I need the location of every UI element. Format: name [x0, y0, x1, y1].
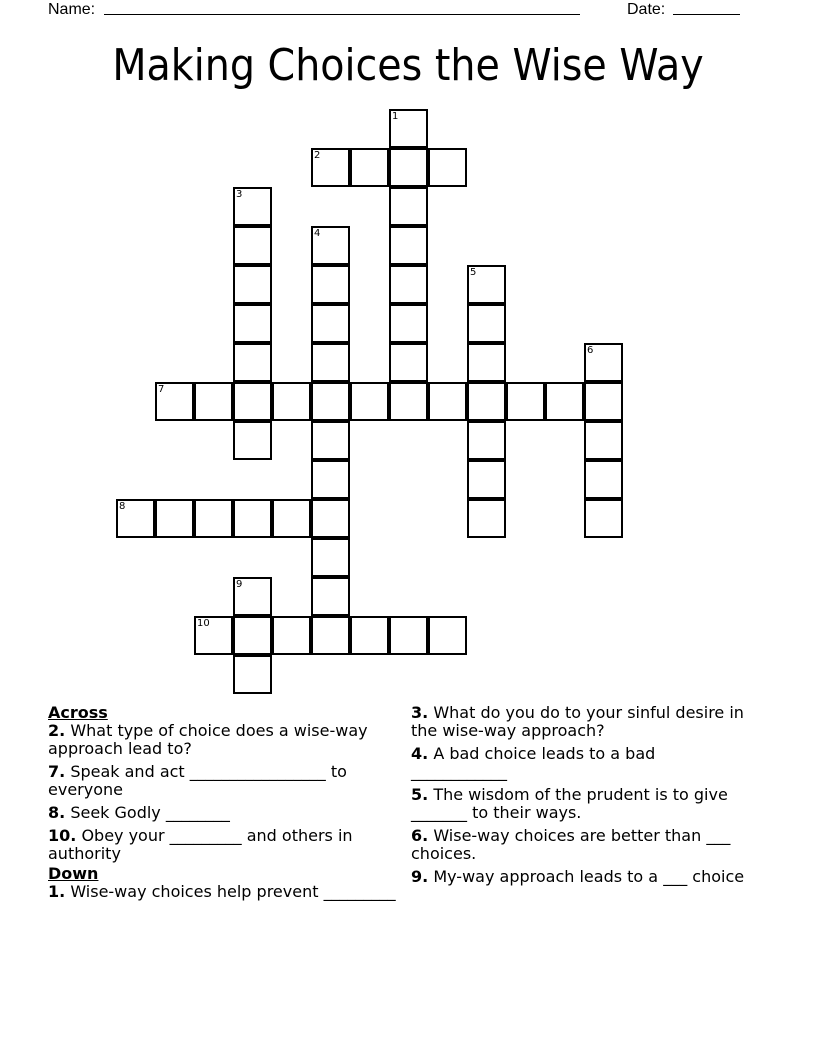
clue-text: What type of choice does a wise-way approach lead to?: [48, 721, 368, 758]
clue-across-2: [48, 722, 400, 758]
clue-number: 4.: [411, 744, 429, 763]
crossword-cell[interactable]: [467, 499, 506, 538]
crossword-cell[interactable]: [350, 148, 389, 187]
clue-number: 7.: [48, 762, 66, 781]
clue-down-4: [411, 745, 746, 781]
crossword-cell[interactable]: [389, 304, 428, 343]
clue-text: What do you do to your sinful desire in the wise-way approach?: [411, 703, 744, 740]
clue-text: Wise-way choices help prevent _________: [70, 882, 396, 901]
clue-down-1: [48, 883, 400, 901]
crossword-cell[interactable]: [467, 343, 506, 382]
crossword-cell[interactable]: [467, 460, 506, 499]
crossword-cell[interactable]: [233, 577, 272, 616]
clue-number-label: 2: [314, 150, 321, 161]
crossword-cell[interactable]: [155, 499, 194, 538]
date-field[interactable]: [673, 0, 740, 15]
clue-text: Wise-way choices are better than ___ choices.: [411, 826, 731, 863]
clue-text: Speak and act _________________ to everyone: [48, 762, 347, 799]
crossword-cell[interactable]: [545, 382, 584, 421]
clue-text: Seek Godly ________: [70, 803, 230, 822]
clue-across-7: [48, 763, 400, 799]
clue-number-label: 4: [314, 228, 321, 239]
crossword-cell[interactable]: [233, 421, 272, 460]
crossword-cell[interactable]: [467, 382, 506, 421]
crossword-cell[interactable]: [506, 382, 545, 421]
clue-text: The wisdom of the prudent is to give _______ to their ways.: [411, 785, 728, 822]
crossword-cell[interactable]: [428, 616, 467, 655]
clue-down-9: [411, 868, 746, 886]
crossword-cell[interactable]: [311, 499, 350, 538]
crossword-cell[interactable]: [194, 616, 233, 655]
clue-across-10: [48, 827, 400, 863]
crossword-cell[interactable]: [311, 577, 350, 616]
clue-number-label: 10: [197, 618, 210, 629]
crossword-cell[interactable]: [428, 382, 467, 421]
clue-down-6: [411, 827, 746, 863]
clue-number: 5.: [411, 785, 429, 804]
crossword-cell[interactable]: [389, 382, 428, 421]
crossword-cell[interactable]: [233, 226, 272, 265]
clue-number-label: 1: [392, 111, 399, 122]
crossword-cell[interactable]: [311, 538, 350, 577]
clue-text: Obey your _________ and others in authority: [48, 826, 353, 863]
crossword-cell[interactable]: [584, 343, 623, 382]
clue-number: 6.: [411, 826, 429, 845]
crossword-cell[interactable]: [233, 499, 272, 538]
crossword-cell[interactable]: [350, 616, 389, 655]
clue-number-label: 3: [236, 189, 243, 200]
name-label: Name:: [48, 1, 96, 18]
date-label: Date:: [627, 1, 666, 18]
clue-text: A bad choice leads to a bad ____________: [411, 744, 656, 781]
clue-number-label: 6: [587, 345, 594, 356]
crossword-cell[interactable]: [389, 226, 428, 265]
clues-right-column: [411, 704, 746, 891]
crossword-cell[interactable]: [584, 460, 623, 499]
clue-down-5: [411, 786, 746, 822]
down-heading: Down: [48, 864, 99, 883]
crossword-cell[interactable]: [584, 382, 623, 421]
crossword-cell[interactable]: [272, 382, 311, 421]
crossword-cell[interactable]: [311, 382, 350, 421]
crossword-cell[interactable]: [233, 304, 272, 343]
crossword-cell[interactable]: [233, 343, 272, 382]
crossword-cell[interactable]: [467, 304, 506, 343]
crossword-cell[interactable]: [389, 616, 428, 655]
clue-across-8: [48, 804, 400, 822]
crossword-cell[interactable]: [584, 499, 623, 538]
crossword-cell[interactable]: [272, 616, 311, 655]
across-heading: Across: [48, 703, 108, 722]
crossword-cell[interactable]: [584, 421, 623, 460]
clue-number: 1.: [48, 882, 66, 901]
crossword-cell[interactable]: [428, 148, 467, 187]
clue-down-3: [411, 704, 746, 740]
crossword-cell[interactable]: [311, 148, 350, 187]
crossword-cell[interactable]: [389, 187, 428, 226]
crossword-cell[interactable]: [233, 187, 272, 226]
clue-number: 10.: [48, 826, 77, 845]
clue-number-label: 5: [470, 267, 477, 278]
clue-number: 2.: [48, 721, 66, 740]
crossword-cell[interactable]: [233, 382, 272, 421]
crossword-cell[interactable]: [389, 109, 428, 148]
crossword-cell[interactable]: [467, 265, 506, 304]
crossword-cell[interactable]: [389, 265, 428, 304]
crossword-cell[interactable]: [467, 421, 506, 460]
crossword-cell[interactable]: [350, 382, 389, 421]
crossword-cell[interactable]: [311, 616, 350, 655]
crossword-cell[interactable]: [311, 421, 350, 460]
crossword-cell[interactable]: [233, 616, 272, 655]
clue-number: 3.: [411, 703, 429, 722]
crossword-cell[interactable]: [155, 382, 194, 421]
crossword-cell[interactable]: [311, 304, 350, 343]
crossword-cell[interactable]: [233, 265, 272, 304]
crossword-cell[interactable]: [272, 499, 311, 538]
crossword-cell[interactable]: [233, 655, 272, 694]
crossword-cell[interactable]: [389, 148, 428, 187]
crossword-cell[interactable]: [311, 343, 350, 382]
crossword-cell[interactable]: [389, 343, 428, 382]
clue-number: 8.: [48, 803, 66, 822]
crossword-cell[interactable]: [311, 265, 350, 304]
crossword-cell[interactable]: [116, 499, 155, 538]
crossword-cell[interactable]: [311, 226, 350, 265]
crossword-cell[interactable]: [194, 382, 233, 421]
clue-number: 9.: [411, 867, 429, 886]
clue-number-label: 8: [119, 501, 126, 512]
crossword-cell[interactable]: [311, 460, 350, 499]
clue-number-label: 7: [158, 384, 165, 395]
crossword-cell[interactable]: [194, 499, 233, 538]
clue-number-label: 9: [236, 579, 243, 590]
page-title: Making Choices the Wise Way: [112, 40, 704, 91]
clues-left-column: [48, 704, 400, 906]
clue-text: My-way approach leads to a ___ choice: [433, 867, 745, 886]
name-field[interactable]: [104, 0, 580, 15]
